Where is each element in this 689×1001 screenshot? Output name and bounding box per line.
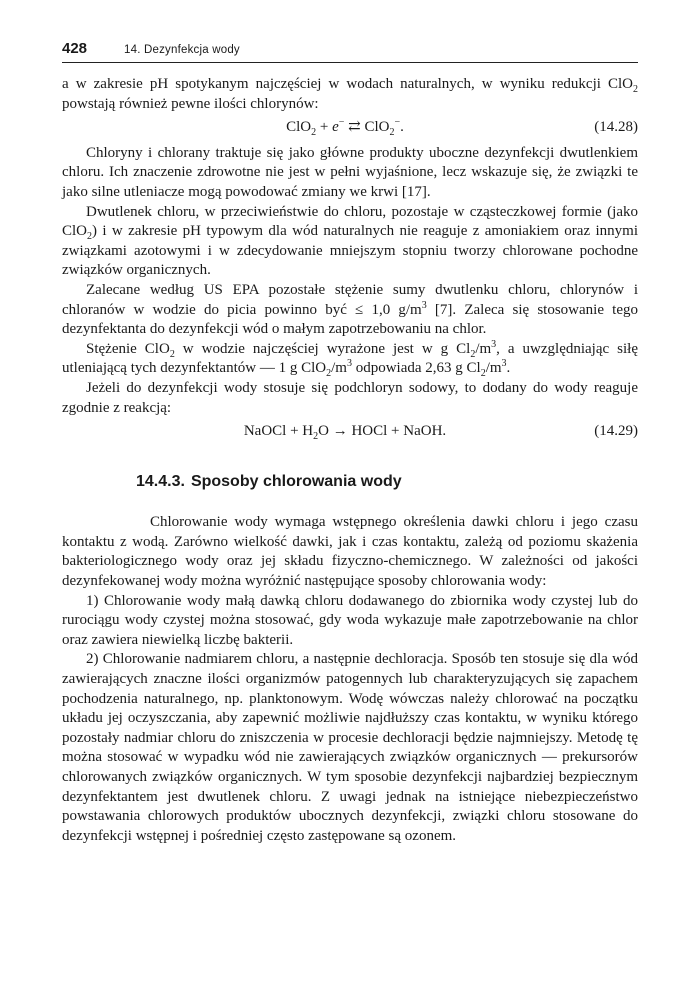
list-item: 2) Chlorowanie nadmiarem chloru, a następnie dechloracja. Sposób ten stosuje się dla wód zawierających znaczne ilości organizmów patogennych lub charakteryzujących się zapachem pochodzenia naturalnego, np. planktonowym. Wodę wówczas należy chlorować na początku układu jej oczyszczania, aby zapewnić możliwie najdłuższy czas kontaktu, w wyniku którego pozostały nadmiar chloru do zniszczenia w procesie dechloracji będzie najmniejszy. Metodę tę można stosować w wypadku wód nie zawierających związków organicznych — prekursorów chlorowanych związków organicznych. W tym sposobie dezynfekcji najbardziej bezpiecznym dezynfektantem jest dwutlenek chloru. Z uwagi jednak na istniejące niebezpieczeństwo powstawania chlorowych produktów ubocznych dezynfekcji, związki chloru stosowane do dezynfekcji wstępnej i pośredniej często zastępowane są ozonem. xyxy=(62,651,638,844)
page-number: 428 xyxy=(62,40,88,57)
paragraph: Chlorowanie wody wymaga wstępnego określenia dawki chloru i jego czasu kontaktu z wodą. Zarówno wielkość dawki, jak i czas kontaktu, zależą od poziomu skażenia bakteriologicznego wody oraz jej składu fizyczno-chemicznego. W zależności od jakości dezynfekowanej wody można wyróżnić następujące sposoby chlorowania wody: xyxy=(62,514,638,590)
paragraph: Stężenie ClO$_2$ w wodzie najczęściej wyrażone jest w g $Cl_2/m^3$, a uwzględniając siłę utleniającą tych dezynfektantów — 1 g $ClO_2/m^3$ odpowiada 2,63 g $Cl_2/m^3$. xyxy=(62,338,638,380)
section-heading xyxy=(136,472,638,492)
paragraph: Jeżeli do dezynfekcji wody stosuje się podchloryn sodowy, to dodany do wody reaguje zgodnie z reakcją: xyxy=(62,379,638,416)
running-header xyxy=(62,40,638,60)
paragraph: a w zakresie pH spotykanym najczęściej w wodach naturalnych, w wyniku redukcji ClO$_2$ powstają również pewne ilości chlorynów: xyxy=(62,76,638,112)
section-number: 14.4.3. xyxy=(136,472,185,490)
equation-14-28 xyxy=(62,118,638,138)
header-rule xyxy=(62,62,638,63)
equation-number: (14.28) xyxy=(594,119,638,136)
paragraph: Dwutlenek chloru, w przeciwieństwie do chloru, pozostaje w cząsteczkowej formie (jako ClO$_2$) i w zakresie pH typowym dla wód naturalnych nie reaguje z amoniakiem oraz innymi związkami azotowymi i w zdecydowanie mniejszym stopniu tworzy chlorowane pochodne związków organicznych. xyxy=(62,203,638,279)
body-text xyxy=(62,75,638,846)
paragraph: Zalecane według US EPA pozostałe stężenie sumy dwutlenku chloru, chlorynów i chloranów w wodzie do picia powinno być ≤ 1,0 $g/m^3$ [7]. Zaleca się stosowanie tego dezynfektanta do dezynfekcji wód o małym zapotrzebowaniu na chlor. xyxy=(62,281,638,338)
equation-14-29 xyxy=(62,422,638,442)
equation-number: (14.29) xyxy=(594,423,638,440)
section-title: Sposoby chlorowania wody xyxy=(190,472,402,490)
equation-expression: NaOCl + $H_2O$ → HOCl + NaOH. xyxy=(243,423,447,443)
book-page xyxy=(62,40,638,846)
chapter-title: 14. Dezynfekcja wody xyxy=(124,44,240,56)
equation-expression: ClO$_2$ + e− ⇄ ClO$_2$−. xyxy=(286,117,404,139)
paragraph: Chloryny i chlorany traktuje się jako główne produkty uboczne dezynfekcji dwutlenkiem chloru. Ich znaczenie zdrowotne nie jest w pełni wyjaśnione, lecz wskazuje się, że związki te jako silne utleniacze mogą powodować zmiany we krwi [17]. xyxy=(62,144,638,200)
list-item: 1) Chlorowanie wody małą dawką chloru dodawanego do zbiornika wody czystej lub do rurociągu wody czystej można stosować, gdy woda wykazuje małe zapotrzebowanie na chlor oraz zawiera niewielką liczbę bakterii. xyxy=(62,592,638,648)
